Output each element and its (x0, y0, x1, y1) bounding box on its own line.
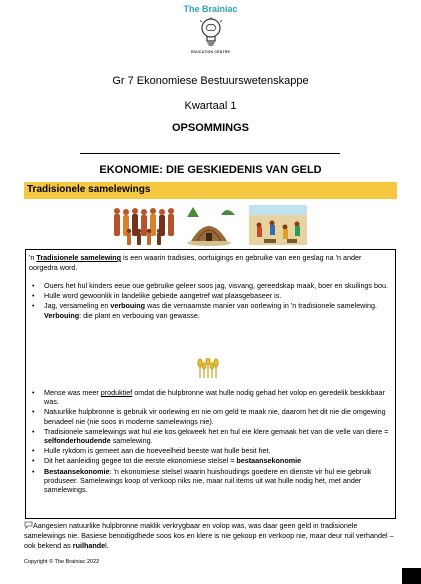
content-box (25, 249, 396, 519)
list-item: • Hulle word gewoonlik in landelike gebiede aangetref wat plaasgebaseer is. (32, 291, 390, 300)
list-item: • Hulle rykdom is gemeet aan die hoeveelheid beeste wat hulle besit het. (32, 446, 390, 455)
copyright: Copyright © The Brainiac 2022 (24, 559, 100, 565)
logo-text: EDUCATION CENTRE (190, 50, 231, 54)
wheat-icon (188, 358, 228, 378)
lightbulb-icon (198, 17, 224, 49)
divider (80, 153, 340, 154)
section-title: EKONOMIE: DIE GESKIEDENIS VAN GELD (99, 164, 322, 176)
subject-title: Gr 7 Ekonomiese Bestuurswetenskappe (112, 75, 309, 87)
list-item: • Tradisionele samelewings wat hul eie kos gekweek het en hul eie klere gemaak het van die velle van diere = selfonderhoudende samelewing. (32, 427, 390, 445)
speech-bubble-icon (24, 521, 33, 529)
list-item: • Mense was meer produktief omdat die hulpbronne wat hulle nodig gehad het volop en geredelik beskikbaar was. (32, 388, 390, 406)
list-item: • Natuurlike hulpbronne is gebruik vir oorlewing en nie om geld te maak nie, daarom het dit nie die omgewing benadeel nie (nie soos in moderne samelewings nie). (32, 407, 390, 425)
list-item: • Ouers het hul kinders eeue oue gebruike geleer soos jag, visvang, gereedskap maak, boer en skuilings bou. (32, 281, 390, 290)
intro-paragraph: 'n Tradisionele samelewing is een waarin tradisies, oortuigings en gebruike van een geslag na 'n ander oorgedra word. (29, 253, 362, 272)
brand-name: The Brainiac (183, 4, 238, 14)
bullet-list-2 (32, 388, 390, 495)
subheading: Tradisionele samelewings (27, 184, 151, 195)
footer-paragraph: Aangesien natuurlike hulpbronne maklik verkrygbaar en volop was, was daar geen geld in tradisionele samelewings nie. Basiese benodigdhede soos kos en klere is nie gekoop en verkoop nie, maar deur ruil verhandel – ook bekend as ruilhandel. (24, 521, 394, 550)
corner-bar (402, 568, 421, 584)
bullet-list-1 (32, 281, 390, 321)
list-item: • Jag, versameling en verbouing was die vernaamste manier van oorlewing in 'n tradisionele samelewing. Verbouing: die plant en verbouing van gewasse. (32, 301, 390, 319)
list-item: • Dit het aanleiding gegee tot die eerste ekonomiese stelsel = bestaansekonomie (32, 456, 390, 465)
term-title: Kwartaal 1 (184, 100, 237, 112)
tribal-people-illustration (109, 203, 309, 246)
doc-type-title: OPSOMMINGS (171, 122, 249, 134)
subheading-band (24, 182, 397, 199)
list-item: • Bestaansekonomie: 'n ekonomiese stelsel waarin huishoudings goedere en dienste vir hul eie gebruik produseer. Samelewings koop of verkoop niks nie, maar ruil items uit wat hulle nodig het, met ander samelewings. (32, 467, 390, 495)
